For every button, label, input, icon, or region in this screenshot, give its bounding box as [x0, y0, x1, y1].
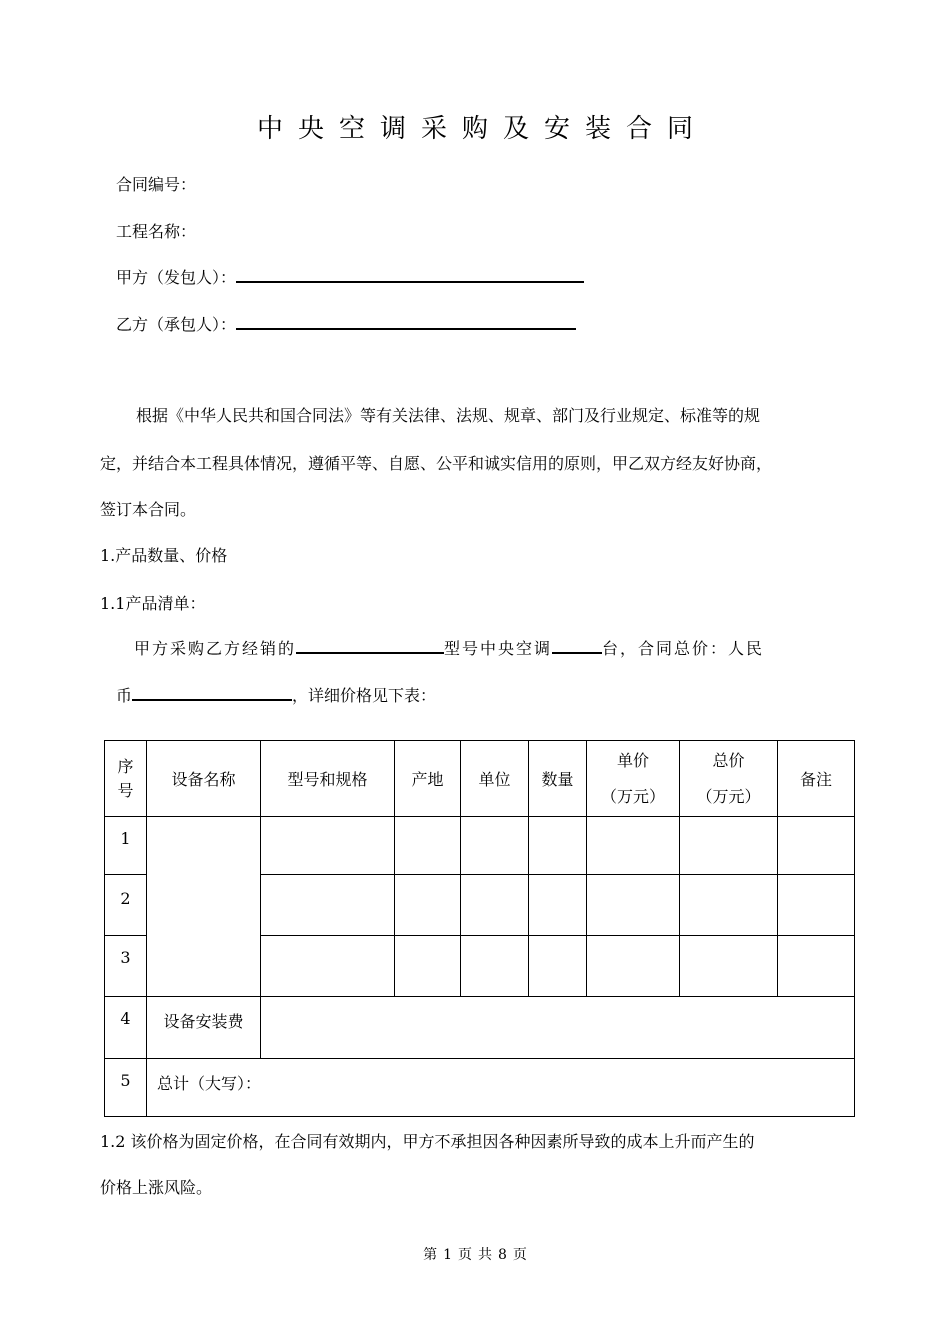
header-seq-line-1: 序 [117, 756, 134, 776]
purchase-line-2 [116, 683, 436, 706]
table-cell[interactable] [778, 817, 855, 875]
section-1-1-heading: 1.1产品清单： [100, 594, 206, 613]
table-row [105, 817, 855, 875]
header-origin: 产地 [395, 741, 461, 817]
header-unit-price-line-1: 单价 [616, 750, 649, 770]
table-cell[interactable] [778, 936, 855, 997]
purchase-text-b: 型号中央空调 [444, 639, 553, 658]
intro-line-1: 根据《中华人民共和国合同法》等有关法律、法规、规章、部门及行业规定、标准等的规 [136, 406, 761, 425]
table-cell[interactable] [529, 817, 587, 875]
table-cell[interactable] [261, 936, 395, 997]
header-unit-price [587, 741, 680, 817]
header-name: 设备名称 [147, 741, 261, 817]
document-title: 中央空调采购及安装合同 [256, 114, 708, 144]
table-cell[interactable] [680, 936, 778, 997]
table-cell[interactable] [529, 875, 587, 936]
clause-1-2-line-1: 1.2 该价格为固定价格，在合同有效期内，甲方不承担因各种因素所导致的成本上升而产生的 [100, 1132, 755, 1151]
intro-line-3: 签订本合同。 [100, 500, 197, 519]
header-remark: 备注 [778, 741, 855, 817]
party-a-label: 甲方（发包人）： [116, 268, 237, 287]
header-total-price-line-2: （万元） [696, 786, 761, 806]
row-seq: 3 [105, 936, 147, 997]
table-cell[interactable] [587, 817, 680, 875]
header-unit: 单位 [461, 741, 529, 817]
table-cell[interactable] [261, 817, 395, 875]
total-price-blank[interactable] [132, 685, 292, 701]
party-a-row [116, 265, 584, 288]
table-cell[interactable] [261, 875, 395, 936]
install-fee-cell[interactable] [261, 997, 855, 1059]
party-a-blank[interactable] [236, 267, 584, 283]
product-list-table [104, 740, 855, 1117]
table-cell[interactable] [461, 875, 529, 936]
header-seq-line-2: 号 [117, 780, 134, 800]
table-cell[interactable] [587, 936, 680, 997]
table-cell[interactable] [587, 875, 680, 936]
clause-1-2-line-2: 价格上涨风险。 [100, 1178, 213, 1197]
purchase-text-e: ，详细价格见下表： [292, 686, 437, 705]
total-pages: 8 [498, 1247, 507, 1263]
table-cell[interactable] [461, 817, 529, 875]
footer-text: 第 [423, 1247, 438, 1263]
row-seq: 5 [105, 1059, 147, 1117]
contract-number-label: 合同编号： [116, 175, 197, 194]
purchase-text-c: 台，合同总价：人民 [602, 639, 765, 658]
project-name-label: 工程名称： [116, 222, 197, 241]
header-model: 型号和规格 [261, 741, 395, 817]
footer-text: 页 [458, 1247, 472, 1263]
purchase-text-a: 甲方采购乙方经销的 [134, 639, 297, 658]
row-seq: 2 [105, 875, 147, 936]
table-cell[interactable] [395, 936, 461, 997]
party-b-blank[interactable] [236, 314, 576, 330]
header-total-price-line-1: 总价 [712, 750, 745, 770]
table-cell[interactable] [778, 875, 855, 936]
header-unit-price-line-2: （万元） [600, 786, 665, 806]
page-number: 1 [443, 1247, 452, 1263]
page-footer [0, 1244, 950, 1264]
table-row [105, 1059, 855, 1117]
quantity-blank[interactable] [552, 638, 602, 654]
table-cell[interactable] [680, 817, 778, 875]
intro-line-2: 定，并结合本工程具体情况，遵循平等、自愿、公平和诚实信用的原则，甲乙双方经友好协商， [100, 454, 773, 473]
table-header-row [105, 741, 855, 817]
table-cell[interactable] [680, 875, 778, 936]
party-b-label: 乙方（承包人）： [116, 315, 237, 334]
total-uppercase-cell[interactable]: 总计（大写）： [147, 1059, 855, 1117]
header-total-price [680, 741, 778, 817]
table-cell[interactable] [461, 936, 529, 997]
table-cell[interactable] [529, 936, 587, 997]
header-seq [105, 741, 147, 817]
install-fee-label: 设备安装费 [147, 997, 261, 1059]
footer-text: 页 [512, 1247, 527, 1263]
table-cell[interactable] [395, 875, 461, 936]
footer-text: 共 [478, 1247, 492, 1263]
row-seq: 4 [105, 997, 147, 1059]
header-qty: 数量 [529, 741, 587, 817]
section-1-heading: 1.产品数量、价格 [100, 546, 228, 565]
table-row [105, 997, 855, 1059]
table-cell[interactable] [395, 817, 461, 875]
row-seq: 1 [105, 817, 147, 875]
merged-name-cell[interactable] [147, 817, 261, 997]
party-b-row [116, 312, 576, 335]
purchase-line-1 [134, 636, 764, 659]
model-blank[interactable] [296, 638, 444, 654]
purchase-text-d: 币 [116, 686, 133, 705]
